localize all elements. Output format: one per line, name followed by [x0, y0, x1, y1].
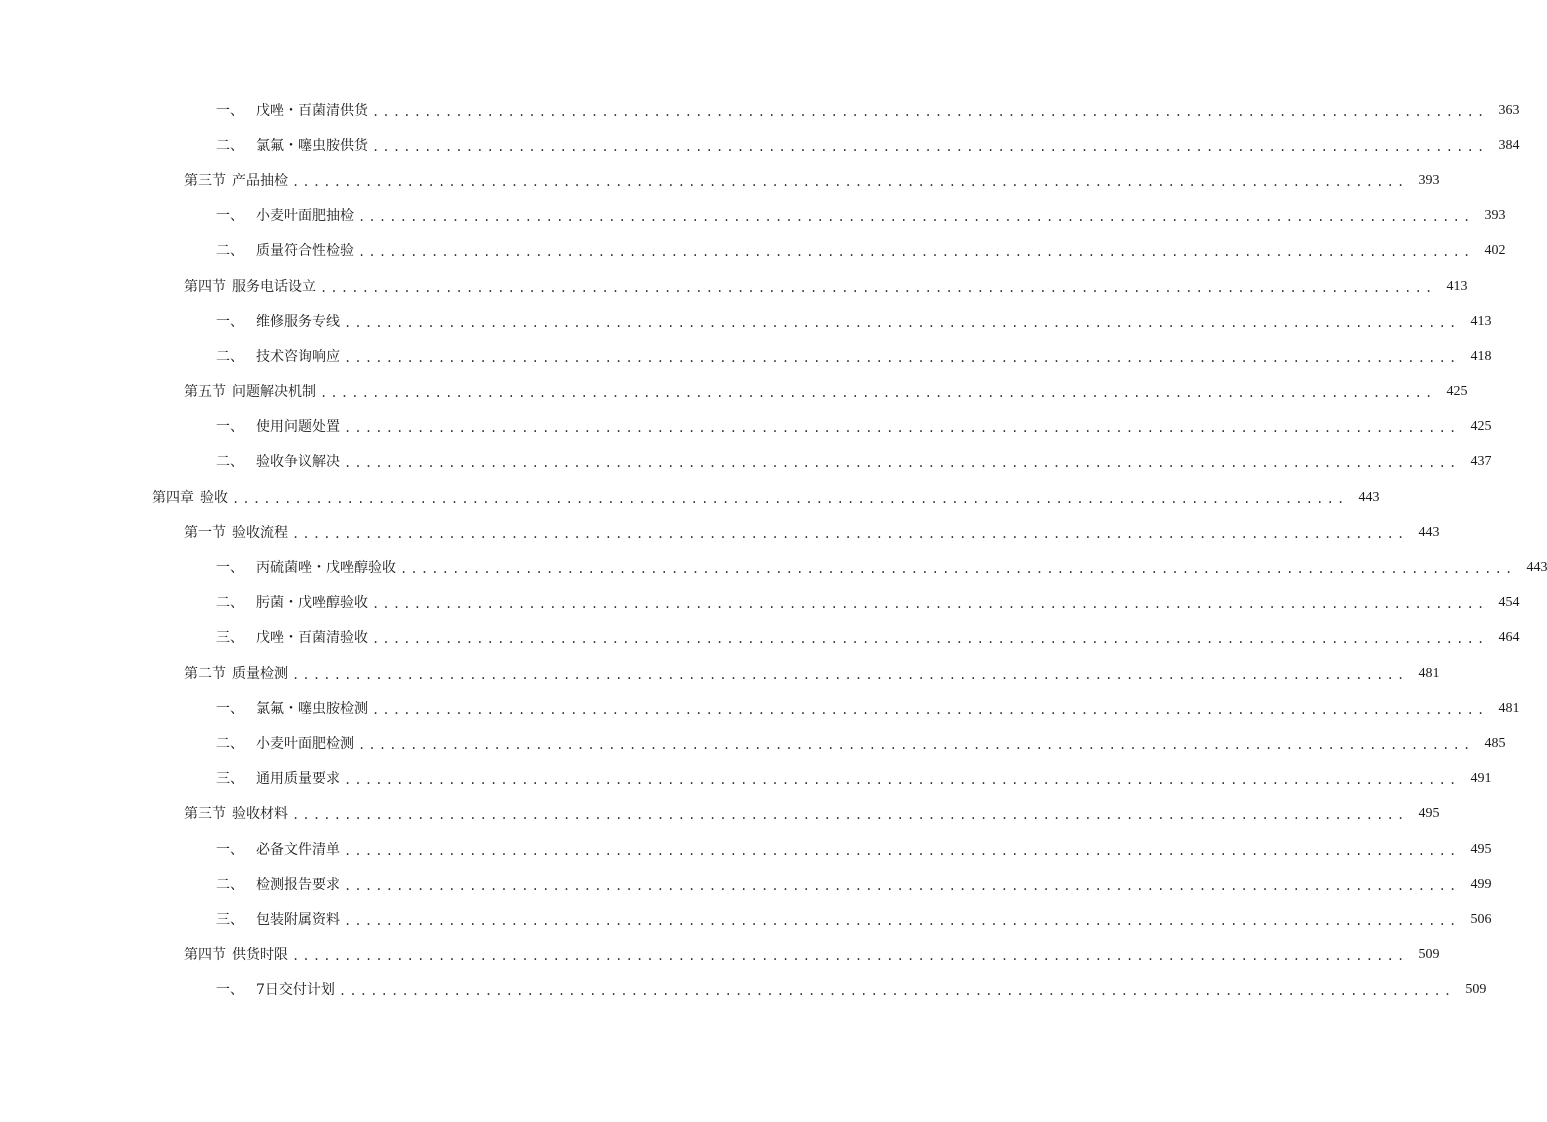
- toc-entry-page-number: 393: [1484, 208, 1506, 224]
- toc-entry-page-number: 402: [1484, 243, 1506, 259]
- toc-dot-leader: ...........................................................................................................: [344, 773, 1460, 788]
- toc-entry-number: 二、: [216, 876, 244, 893]
- toc-dot-leader: ...........................................................................................................: [320, 386, 1436, 401]
- toc-entry-page-number: 413: [1446, 278, 1468, 294]
- toc-entry-number: 第三节: [184, 172, 226, 189]
- toc-entry-page-number: 495: [1470, 841, 1492, 857]
- toc-entry-title: 7日交付计划: [256, 982, 335, 999]
- toc-entry-number: 一、: [216, 313, 244, 330]
- toc-entry-number: 一、: [216, 208, 244, 225]
- toc-entry-number: 二、: [216, 348, 244, 365]
- toc-dot-leader: ...........................................................................................................: [320, 280, 1436, 295]
- toc-entry-page-number: 481: [1418, 665, 1440, 681]
- toc-dot-leader: ...........................................................................................................: [344, 315, 1460, 330]
- toc-entry-title: 通用质量要求: [256, 771, 340, 788]
- toc-entry[interactable]: [0, 199, 1506, 234]
- toc-entry-number: 第四节: [184, 278, 226, 295]
- toc-entry-title: 小麦叶面肥抽检: [256, 208, 354, 225]
- toc-dot-leader: ...........................................................................................................: [344, 843, 1460, 858]
- toc-entry-number: 第四章: [152, 489, 194, 506]
- toc-entry-page-number: 425: [1446, 384, 1468, 400]
- toc-entry[interactable]: [0, 269, 1468, 304]
- toc-entry-title: 戊唑・百菌清供货: [256, 102, 368, 119]
- toc-entry-page-number: 454: [1498, 595, 1520, 611]
- toc-entry-title: 戊唑・百菌清验收: [256, 630, 368, 647]
- toc-entry-title: 问题解决机制: [232, 384, 316, 401]
- toc-entry-title: 检测报告要求: [256, 876, 340, 893]
- toc-entry[interactable]: [0, 832, 1492, 867]
- toc-entry-number: 一、: [216, 982, 244, 999]
- toc-entry-number: 第三节: [184, 806, 226, 823]
- toc-entry-title: 氯氟・噻虫胺检测: [256, 700, 368, 717]
- toc-entry-number: 一、: [216, 102, 244, 119]
- toc-dot-leader: ...........................................................................................................: [400, 562, 1516, 577]
- toc-entry[interactable]: [0, 691, 1520, 726]
- toc-dot-leader: ...........................................................................................................: [292, 667, 1408, 682]
- toc-entry-page-number: 425: [1470, 419, 1492, 435]
- toc-entry-page-number: 384: [1498, 137, 1520, 153]
- toc-entry-page-number: 443: [1358, 489, 1380, 505]
- toc-entry-title: 必备文件清单: [256, 841, 340, 858]
- toc-entry-number: 一、: [216, 419, 244, 436]
- toc-entry-number: 二、: [216, 243, 244, 260]
- toc-dot-leader: ...........................................................................................................: [372, 139, 1488, 154]
- toc-dot-leader: ...........................................................................................................: [358, 737, 1474, 752]
- toc-entry[interactable]: [0, 586, 1520, 621]
- toc-entry-title: 质量检测: [232, 665, 288, 682]
- toc-entry[interactable]: [0, 480, 1380, 515]
- toc-entry-page-number: 418: [1470, 348, 1492, 364]
- toc-entry-number: 三、: [216, 911, 244, 928]
- toc-entry[interactable]: [0, 656, 1440, 691]
- toc-entry-page-number: 464: [1498, 630, 1520, 646]
- toc-entry-title: 服务电话设立: [232, 278, 316, 295]
- toc-entry-number: 一、: [216, 560, 244, 577]
- toc-entry[interactable]: [0, 867, 1492, 902]
- toc-dot-leader: ...........................................................................................................: [372, 632, 1488, 647]
- toc-entry-number: 二、: [216, 595, 244, 612]
- toc-entry[interactable]: [0, 550, 1547, 585]
- toc-entry[interactable]: [0, 445, 1492, 480]
- toc-entry-title: 验收材料: [232, 806, 288, 823]
- toc-entry-page-number: 363: [1498, 102, 1520, 118]
- toc-dot-leader: ...........................................................................................................: [344, 350, 1460, 365]
- toc-dot-leader: ...........................................................................................................: [338, 984, 1455, 999]
- toc-entry-page-number: 509: [1418, 947, 1440, 963]
- toc-entry-page-number: 506: [1470, 911, 1492, 927]
- toc-entry-title: 包装附属资料: [256, 911, 340, 928]
- toc-entry-page-number: 393: [1418, 172, 1440, 188]
- toc-entry-page-number: 443: [1418, 524, 1440, 540]
- toc-entry-number: 第一节: [184, 524, 226, 541]
- toc-entry[interactable]: [0, 128, 1520, 163]
- toc-entry[interactable]: [0, 902, 1492, 937]
- toc-dot-leader: ...........................................................................................................: [292, 526, 1408, 541]
- toc-entry-title: 氯氟・噻虫胺供货: [256, 137, 368, 154]
- toc-dot-leader: ...........................................................................................................: [292, 174, 1408, 189]
- toc-dot-leader: ...........................................................................................................: [232, 491, 1348, 506]
- toc-entry[interactable]: [0, 938, 1440, 973]
- toc-entry[interactable]: [0, 797, 1440, 832]
- toc-entry-number: 三、: [216, 630, 244, 647]
- toc-entry-page-number: 491: [1470, 771, 1492, 787]
- toc-entry-title: 供货时限: [232, 947, 288, 964]
- toc-entry-number: 一、: [216, 700, 244, 717]
- toc-dot-leader: ...........................................................................................................: [344, 456, 1460, 471]
- toc-entry-title: 维修服务专线: [256, 313, 340, 330]
- toc-entry[interactable]: [0, 339, 1492, 374]
- toc-entry-title: 验收争议解决: [256, 454, 340, 471]
- toc-entry-number: 二、: [216, 735, 244, 752]
- toc-entry[interactable]: [0, 726, 1506, 761]
- toc-entry-number: 二、: [216, 137, 244, 154]
- table-of-contents: [0, 93, 1547, 1008]
- toc-dot-leader: ...........................................................................................................: [372, 104, 1488, 119]
- toc-entry-page-number: 485: [1484, 735, 1506, 751]
- toc-entry-number: 一、: [216, 841, 244, 858]
- toc-dot-leader: ...........................................................................................................: [292, 949, 1408, 964]
- toc-entry[interactable]: [0, 515, 1440, 550]
- toc-entry-title: 肟菌・戊唑醇验收: [256, 595, 368, 612]
- toc-entry[interactable]: [0, 762, 1492, 797]
- toc-entry[interactable]: [0, 375, 1468, 410]
- toc-entry-number: 第五节: [184, 384, 226, 401]
- toc-entry-title: 验收流程: [232, 524, 288, 541]
- toc-entry-title: 技术咨询响应: [256, 348, 340, 365]
- toc-dot-leader: ...........................................................................................................: [372, 702, 1488, 717]
- toc-entry[interactable]: [0, 304, 1492, 339]
- toc-entry-title: 丙硫菌唑・戊唑醇验收: [256, 560, 396, 577]
- toc-entry[interactable]: [0, 410, 1492, 445]
- toc-entry[interactable]: [0, 234, 1506, 269]
- toc-dot-leader: ...........................................................................................................: [358, 245, 1474, 260]
- toc-entry-number: 第四节: [184, 947, 226, 964]
- toc-entry-number: 第二节: [184, 665, 226, 682]
- toc-dot-leader: ...........................................................................................................: [358, 210, 1474, 225]
- toc-entry-title: 使用问题处置: [256, 419, 340, 436]
- toc-entry[interactable]: [0, 163, 1440, 198]
- toc-entry-title: 产品抽检: [232, 172, 288, 189]
- toc-dot-leader: ...........................................................................................................: [344, 421, 1460, 436]
- toc-entry[interactable]: [0, 973, 1487, 1008]
- toc-entry-title: 验收: [200, 489, 228, 506]
- toc-entry-page-number: 509: [1465, 982, 1487, 998]
- toc-entry-page-number: 495: [1418, 806, 1440, 822]
- toc-entry-number: 二、: [216, 454, 244, 471]
- toc-entry-page-number: 481: [1498, 700, 1520, 716]
- toc-entry-title: 小麦叶面肥检测: [256, 735, 354, 752]
- toc-dot-leader: ...........................................................................................................: [344, 913, 1460, 928]
- toc-entry-page-number: 499: [1470, 876, 1492, 892]
- toc-entry[interactable]: [0, 621, 1520, 656]
- toc-entry-page-number: 443: [1526, 560, 1547, 576]
- toc-dot-leader: ...........................................................................................................: [292, 808, 1408, 823]
- toc-entry-page-number: 413: [1470, 313, 1492, 329]
- toc-dot-leader: ...........................................................................................................: [372, 597, 1488, 612]
- toc-entry-page-number: 437: [1470, 454, 1492, 470]
- toc-entry-title: 质量符合性检验: [256, 243, 354, 260]
- toc-dot-leader: ...........................................................................................................: [344, 878, 1460, 893]
- toc-entry-number: 三、: [216, 771, 244, 788]
- toc-entry[interactable]: [0, 93, 1520, 128]
